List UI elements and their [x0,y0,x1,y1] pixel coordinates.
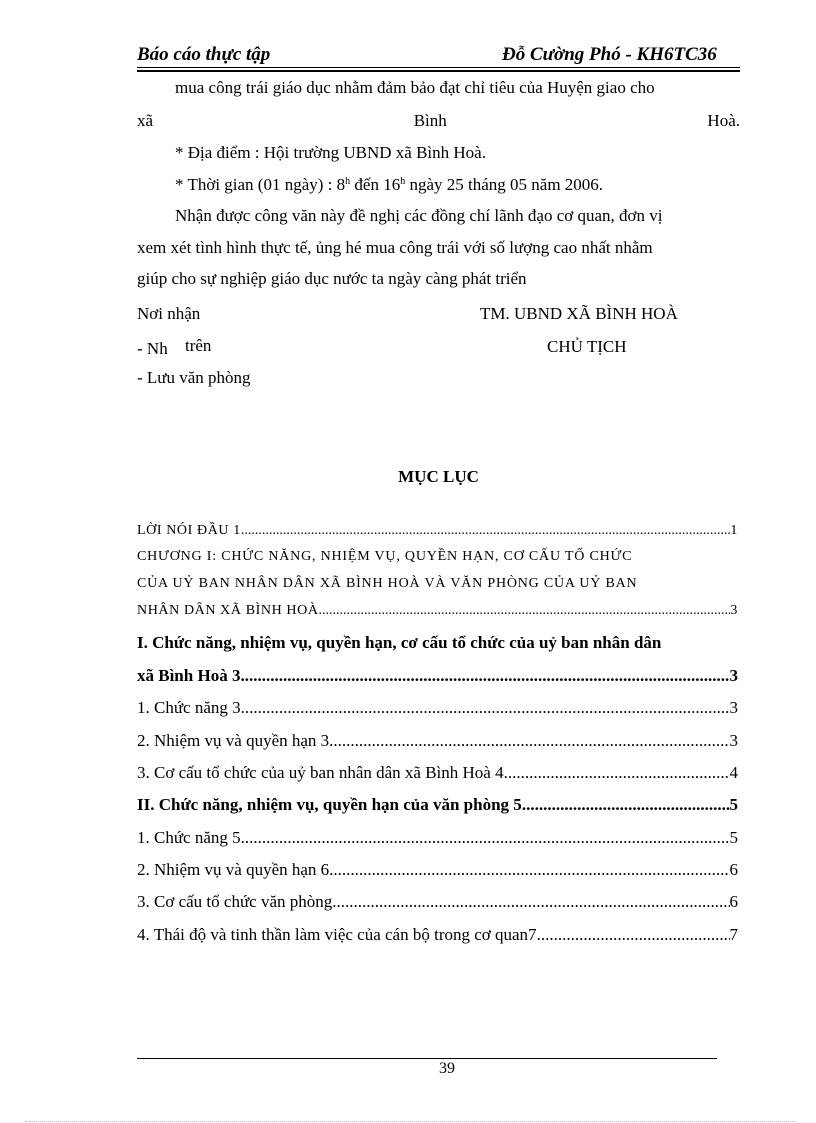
toc-entry-label: 2. Nhiệm vụ và quyền hạn 3 [137,731,330,750]
toc-page-number: 3 [729,666,738,685]
toc-section-1-line-1[interactable]: I. Chức năng, nhiệm vụ, quyền hạn, cơ cấu tổ chức của uỷ ban nhân dân [137,633,662,652]
toc-leader-dots [241,523,731,539]
toc-entry-1-2[interactable] [137,731,738,751]
toc-page-number: 5 [729,795,738,814]
header-report-title: Báo cáo thực tập [137,44,271,65]
toc-entry-label: 3. Cơ cấu tổ chức văn phòng [137,892,333,911]
footer-rule [137,1058,717,1059]
body-line-2 [137,111,740,131]
header-author: Đỗ Cường Phó - KH6TC36 [502,44,717,65]
toc-leader-dots [240,666,729,686]
toc-entry-2-3[interactable] [137,892,738,912]
signature-role: CHỦ TỊCH [547,337,627,356]
toc-entry-1-3[interactable] [137,763,738,783]
recipient-1-prefix: - Nh [137,339,168,358]
body-time-sup-2: h [400,176,406,187]
toc-entry-2-4[interactable] [137,925,738,945]
body-time-part-c: ngày 25 tháng 05 năm 2006. [405,175,604,194]
body-time-part-a: * Thời gian (01 ngày) : 8 [175,175,346,194]
body-para-1: Nhận được công văn này đề nghị các đồng chí lãnh đạo cơ quan, đơn vị [175,206,663,225]
body-line-1: mua công trái giáo dục nhằm đảm bảo đạt chỉ tiêu của Huyện giao cho [175,78,655,97]
toc-leader-dots [241,698,730,718]
toc-page-number: 7 [729,925,738,944]
toc-page-number: 3 [729,698,738,717]
toc-entry-2-2[interactable] [137,860,738,880]
toc-entry-label: II. Chức năng, nhiệm vụ, quyền hạn của văn phòng 5 [137,795,522,814]
body-line-2-word-3: Hoà. [707,111,740,130]
toc-entry-intro[interactable] [137,523,738,539]
toc-entry-label: 3. Cơ cấu tổ chức của uỷ ban nhân dân xã Bình Hoà 4 [137,763,504,782]
body-time [175,175,603,195]
toc-leader-dots [319,603,731,619]
toc-entry-label: xã Bình Hoà 3 [137,666,241,685]
toc-entry-2-1[interactable] [137,828,738,848]
recipients-label: Nơi nhận [137,304,201,323]
body-para-3: giúp cho sự nghiệp giáo dục nước ta ngày càng phát triển [137,269,527,288]
header-rule-thin [137,67,740,68]
toc-entry-label: 1. Chức năng 5 [137,828,241,847]
toc-leader-dots [329,731,729,751]
toc-entry-label: NHÂN DÂN XÃ BÌNH HOÀ [137,603,319,618]
recipient-1-suffix: trên [185,336,212,355]
toc-page-number: 1 [730,523,738,538]
toc-entry-chapter-1[interactable] [137,603,738,619]
toc-leader-dots [329,860,729,880]
toc-leader-dots [332,892,729,912]
toc-entry-section-1[interactable] [137,666,738,686]
page-bottom-border [25,1121,795,1122]
toc-entry-label: LỜI NÓI ĐẦU 1 [137,523,241,538]
toc-page-number: 5 [729,828,738,847]
body-line-2-word-2: Bình [413,111,447,130]
recipient-2: - Lưu văn phòng [137,368,251,387]
signature-organization: TM. UBND XÃ BÌNH HOÀ [480,304,678,323]
header-rule-thick [137,70,740,72]
body-location: * Địa điểm : Hội trường UBND xã Bình Hoà. [175,143,486,162]
toc-entry-1-1[interactable] [137,698,738,718]
body-time-sup-1: h [345,176,351,187]
toc-leader-dots [537,925,730,945]
body-line-2-word-1: xã [137,111,154,130]
body-time-part-b: đến 16 [350,175,401,194]
toc-leader-dots [522,795,730,815]
toc-chapter-line-2[interactable]: CỦA UỶ BAN NHÂN DÂN XÃ BÌNH HOÀ VÀ VĂN PHÒNG CỦA UỶ BAN [137,576,638,591]
toc-page-number: 6 [729,860,738,879]
toc-leader-dots [504,763,730,783]
toc-entry-label: 1. Chức năng 3 [137,698,241,717]
toc-page-number: 3 [730,603,738,618]
toc-page-number: 6 [729,892,738,911]
toc-page-number: 4 [729,763,738,782]
toc-leader-dots [241,828,730,848]
toc-chapter-line-1[interactable]: CHƯƠNG I: CHỨC NĂNG, NHIỆM VỤ, QUYỀN HẠN, CƠ CẤU TỔ CHỨC [137,549,633,564]
page-number: 39 [439,1060,455,1077]
toc-page-number: 3 [729,731,738,750]
toc-title: MỤC LỤC [398,467,479,486]
body-para-2: xem xét tình hình thực tế, ủng hé mua công trái với số lượng cao nhất nhằm [137,238,653,257]
toc-entry-label: 4. Thái độ và tinh thần làm việc của cán bộ trong cơ quan7 [137,925,537,944]
toc-entry-label: 2. Nhiệm vụ và quyền hạn 6 [137,860,330,879]
toc-entry-section-2[interactable] [137,795,738,815]
